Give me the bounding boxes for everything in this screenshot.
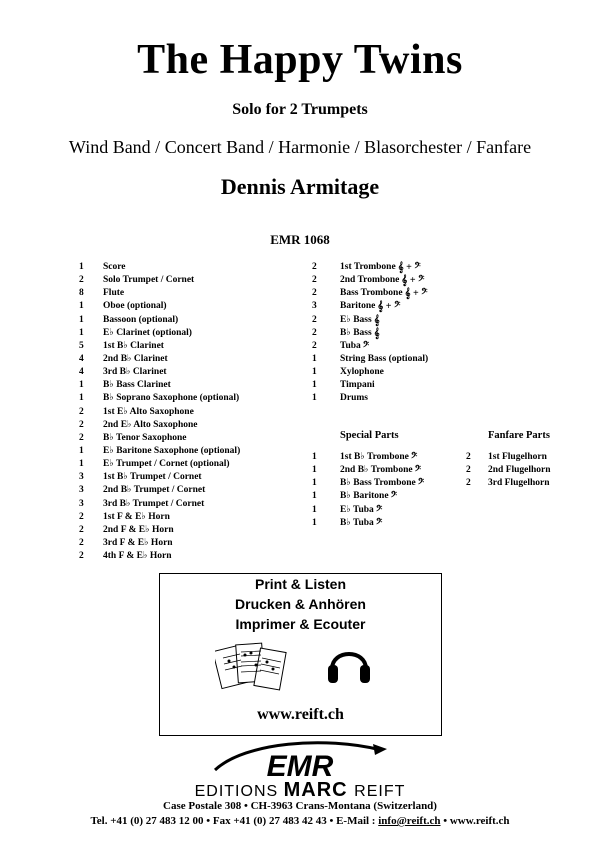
part-row (79, 261, 240, 274)
part-name: Bassoon (optional) (103, 314, 179, 325)
part-quantity: 1 (312, 517, 317, 528)
logo-text: EMR (266, 750, 334, 782)
part-row (312, 490, 424, 503)
part-row (466, 451, 551, 464)
part-name: 1st Flugelhorn (488, 452, 547, 462)
part-quantity: 1 (312, 504, 317, 515)
part-quantity: 1 (312, 380, 317, 391)
part-row (79, 458, 240, 471)
part-name: 1st F & E♭ Horn (103, 511, 170, 522)
part-row (79, 366, 240, 379)
part-quantity: 1 (312, 353, 317, 364)
special-parts-heading: Special Parts (340, 430, 399, 441)
part-row (79, 498, 240, 511)
part-quantity: 1 (79, 314, 84, 325)
part-quantity: 2 (466, 465, 471, 476)
part-row (312, 366, 430, 379)
part-row (312, 274, 430, 287)
part-row (312, 464, 424, 477)
part-quantity: 3 (79, 485, 84, 496)
part-name: String Bass (optional) (340, 353, 429, 364)
part-name: 3rd F & E♭ Horn (103, 537, 173, 548)
emr-logo (205, 740, 395, 782)
clef-icon: 𝄞 + 𝄢 (397, 262, 421, 273)
publisher-address: Case Postale 308 • CH-3963 Crans-Montana (Switzerland) (163, 800, 437, 812)
part-quantity: 2 (79, 275, 84, 286)
part-quantity: 8 (79, 288, 84, 299)
part-name: 2nd B♭ Trumpet / Cornet (103, 485, 206, 496)
part-name: E♭ Bass (340, 314, 372, 325)
part-name: 2nd B♭ Trombone (340, 465, 413, 476)
clef-icon: 𝄞 (373, 314, 380, 326)
part-name: 3rd Flugelhorn (488, 478, 550, 489)
part-quantity: 1 (312, 478, 317, 489)
publisher-contact: Tel. +41 (0) 27 483 12 00 • Fax +41 (0) 27 483 42 43 • E-Mail : info@reift.ch • www.reift.ch (90, 815, 510, 827)
part-row (312, 340, 430, 353)
part-quantity: 2 (79, 419, 84, 430)
part-row (312, 300, 430, 313)
part-row (312, 261, 430, 274)
part-quantity: 2 (79, 537, 84, 548)
clef-icon: 𝄞 + 𝄢 (377, 301, 401, 313)
publisher-name: EDITIONS MARC REIFT (194, 779, 406, 801)
part-name: E♭ Tuba (340, 504, 374, 515)
headphones-icon (325, 641, 373, 687)
part-row (79, 340, 240, 353)
part-quantity: 2 (312, 262, 317, 272)
part-name: B♭ Bass Clarinet (103, 380, 171, 391)
part-quantity: 2 (79, 551, 84, 562)
clef-icon: 𝄢 (375, 517, 383, 529)
part-row (79, 432, 240, 445)
clef-icon: 𝄢 (410, 452, 418, 463)
special-parts-list (312, 451, 424, 530)
part-name: 1st B♭ Trombone (340, 452, 409, 462)
part-name: 2nd B♭ Clarinet (103, 353, 168, 364)
print-listen-box (159, 573, 442, 736)
promo-website[interactable]: www.reift.ch (257, 706, 344, 723)
part-row (79, 300, 240, 313)
part-row (312, 379, 430, 392)
part-quantity: 2 (466, 478, 471, 489)
part-quantity: 2 (79, 511, 84, 522)
part-quantity: 1 (79, 301, 84, 312)
part-quantity: 1 (79, 393, 84, 404)
part-row (79, 287, 240, 300)
part-name: 2nd Flugelhorn (488, 465, 551, 476)
part-quantity: 1 (312, 393, 317, 404)
part-name: Solo Trumpet / Cornet (103, 275, 195, 286)
part-name: E♭ Baritone Saxophone (optional) (103, 445, 241, 456)
part-quantity: 1 (312, 465, 317, 476)
part-quantity: 2 (312, 340, 317, 351)
promo-line-french: Imprimer & Ecouter (235, 616, 366, 632)
part-quantity: 2 (79, 524, 84, 535)
part-row (79, 274, 240, 287)
part-row (312, 477, 424, 490)
part-row (312, 392, 430, 405)
part-row (312, 314, 430, 327)
part-name: 4th F & E♭ Horn (103, 551, 172, 562)
part-name: B♭ Bass (340, 327, 372, 338)
part-quantity: 1 (312, 367, 317, 378)
sheet-music-icon (215, 638, 289, 696)
part-row (79, 406, 240, 419)
part-row (312, 504, 424, 517)
part-quantity: 3 (312, 301, 317, 312)
part-quantity: 5 (79, 340, 84, 351)
part-row (79, 314, 240, 327)
part-name: E♭ Trumpet / Cornet (optional) (103, 459, 230, 470)
part-quantity: 4 (79, 367, 84, 378)
part-row (79, 511, 240, 524)
promo-line-german: Drucken & Anhören (235, 596, 366, 612)
part-name: Score (103, 262, 126, 272)
part-name: E♭ Clarinet (optional) (103, 327, 192, 338)
part-quantity: 1 (79, 380, 84, 391)
clef-icon: 𝄢 (417, 478, 425, 490)
part-quantity: 1 (79, 327, 84, 338)
part-row (79, 353, 240, 366)
parts-list-right (312, 261, 430, 406)
part-name: 1st E♭ Alto Saxophone (103, 406, 194, 417)
part-row (79, 419, 240, 432)
part-row (79, 524, 240, 537)
part-row (312, 353, 430, 366)
part-name: Oboe (optional) (103, 301, 167, 312)
part-row (79, 392, 240, 405)
part-row (79, 550, 240, 563)
part-row (466, 464, 551, 477)
part-row (312, 451, 424, 464)
part-name: Flute (103, 288, 125, 299)
part-row (79, 327, 240, 340)
part-quantity: 2 (312, 314, 317, 325)
part-quantity: 2 (312, 275, 317, 286)
part-quantity: 1 (79, 445, 84, 456)
clef-icon: 𝄢 (414, 465, 422, 477)
part-name: 2nd Trombone (340, 275, 400, 286)
part-row (312, 287, 430, 300)
part-quantity: 3 (79, 472, 84, 483)
part-name: Tuba (340, 340, 361, 351)
part-quantity: 1 (79, 262, 84, 272)
part-name: Bass Trombone (340, 288, 403, 299)
email-link[interactable]: info@reift.ch (378, 815, 441, 827)
promo-line-english: Print & Listen (254, 576, 346, 592)
part-name: 1st Trombone (340, 262, 396, 272)
part-name: B♭ Baritone (340, 491, 389, 502)
parts-list-left (79, 261, 240, 563)
part-row (79, 471, 240, 484)
part-name: 3rd B♭ Clarinet (103, 367, 167, 378)
page-title: The Happy Twins (137, 37, 463, 83)
part-quantity: 2 (312, 327, 317, 338)
part-name: 1st B♭ Trumpet / Cornet (103, 472, 202, 483)
part-row (79, 445, 240, 458)
part-quantity: 2 (466, 452, 471, 462)
clef-icon: 𝄞 + 𝄢 (404, 288, 428, 300)
part-name: Xylophone (340, 367, 384, 378)
clef-icon: 𝄞 + 𝄢 (401, 275, 425, 287)
part-name: Drums (340, 393, 368, 404)
part-row (312, 517, 424, 530)
subtitle: Solo for 2 Trumpets (232, 101, 368, 118)
fanfare-parts-list (466, 451, 551, 490)
part-quantity: 1 (312, 452, 317, 462)
part-quantity: 2 (79, 432, 84, 443)
part-name: 1st B♭ Clarinet (103, 340, 164, 351)
part-quantity: 1 (79, 459, 84, 470)
part-quantity: 2 (79, 406, 84, 417)
part-row (79, 537, 240, 550)
catalog-number: EMR 1068 (270, 232, 330, 247)
composer: Dennis Armitage (220, 174, 380, 199)
clef-icon: 𝄢 (390, 491, 397, 503)
part-name: B♭ Bass Trombone (340, 478, 416, 489)
clef-icon: 𝄢 (362, 340, 370, 352)
part-row (466, 477, 551, 490)
part-name: B♭ Tenor Saxophone (103, 432, 187, 443)
part-row (79, 484, 240, 497)
part-name: B♭ Tuba (340, 517, 374, 528)
part-name: 3rd B♭ Trumpet / Cornet (103, 498, 205, 509)
fanfare-parts-heading: Fanfare Parts (488, 430, 550, 441)
part-row (312, 327, 430, 340)
part-row (79, 379, 240, 392)
clef-icon: 𝄢 (375, 504, 383, 516)
clef-icon: 𝄞 (373, 327, 380, 339)
part-quantity: 2 (312, 288, 317, 299)
part-quantity: 1 (312, 491, 317, 502)
part-name: Timpani (340, 380, 375, 391)
part-name: 2nd E♭ Alto Saxophone (103, 419, 198, 430)
band-types: Wind Band / Concert Band / Harmonie / Blasorchester / Fanfare (68, 137, 532, 157)
part-quantity: 4 (79, 353, 84, 364)
part-name: Baritone (340, 301, 376, 312)
part-name: B♭ Soprano Saxophone (optional) (103, 393, 240, 404)
part-quantity: 3 (79, 498, 84, 509)
part-name: 2nd F & E♭ Horn (103, 524, 174, 535)
